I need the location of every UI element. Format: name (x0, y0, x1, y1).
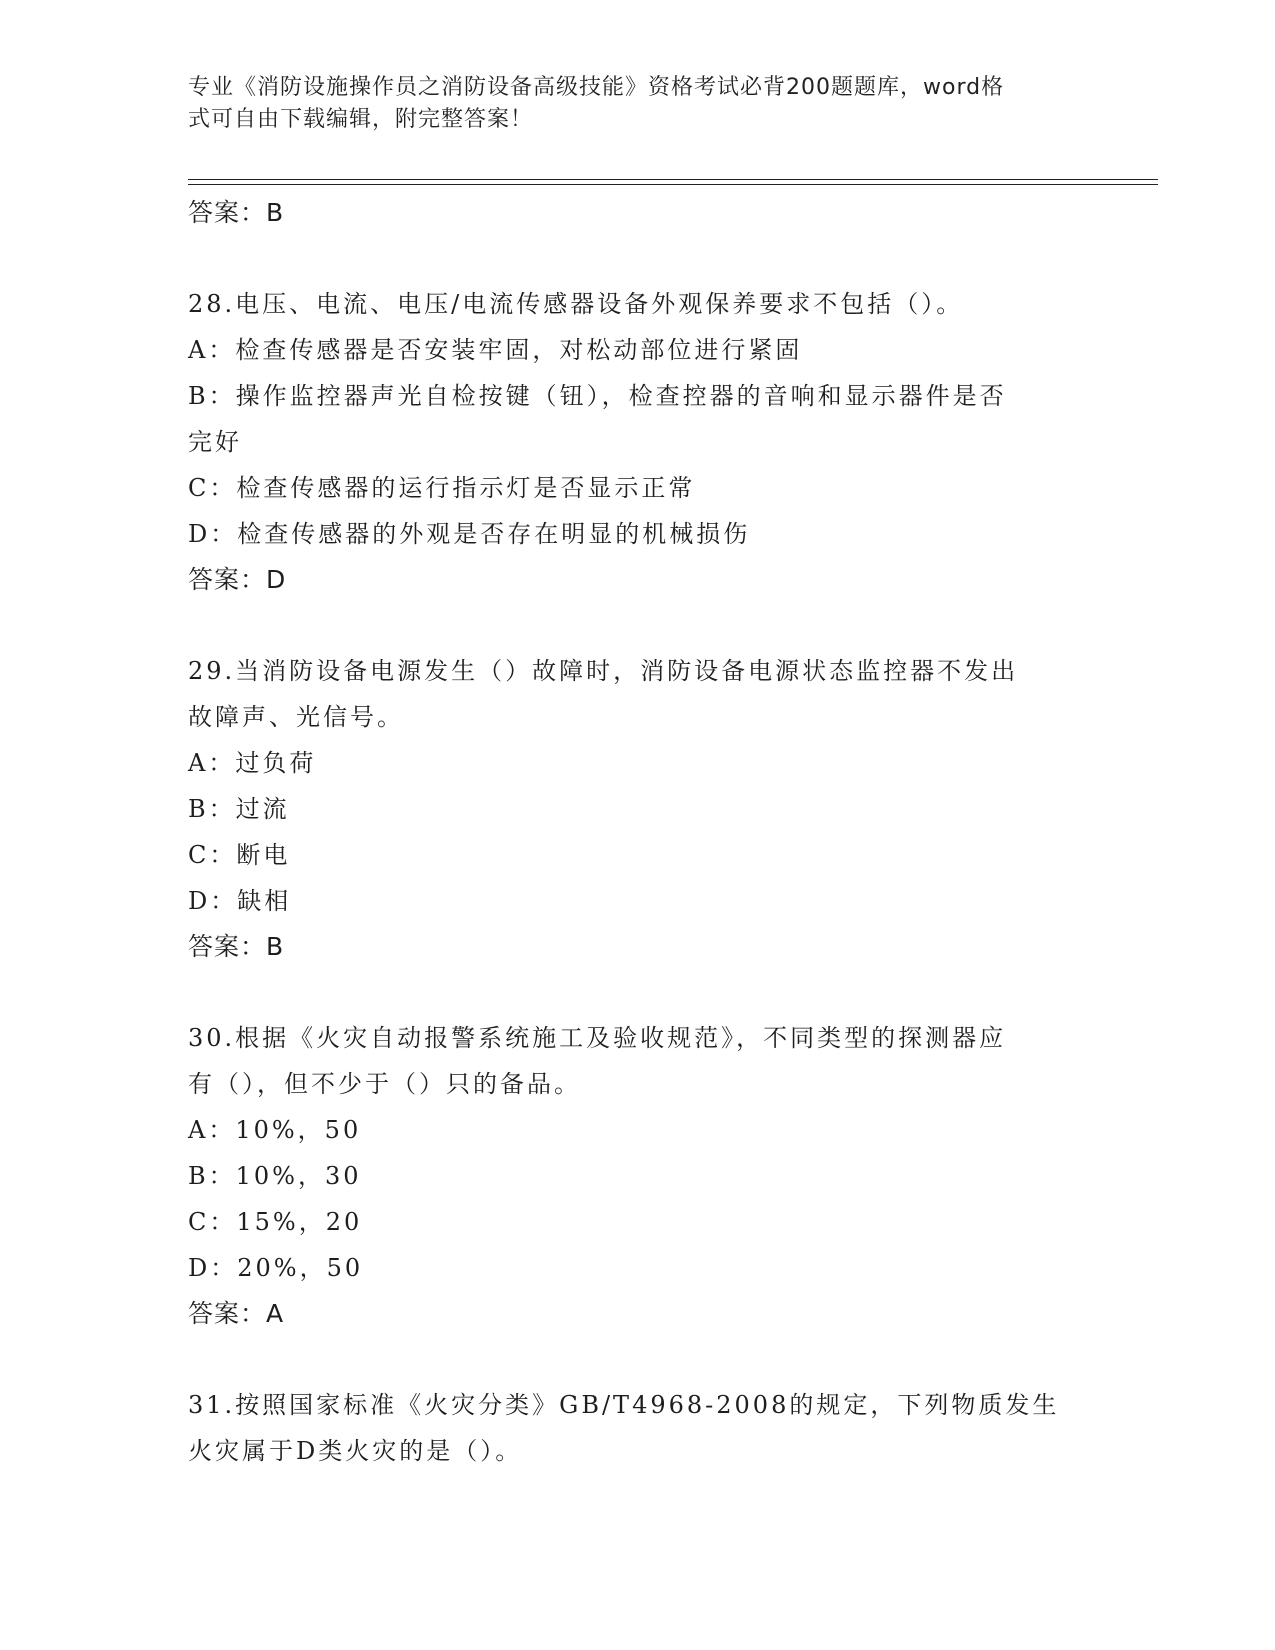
option-d: D：缺相 (188, 887, 292, 915)
question-stem: 29.当消防设备电源发生（）故障时，消防设备电源状态监控器不发出 (188, 657, 1019, 685)
header-divider-bottom (188, 184, 1158, 185)
option-a: A：10%，50 (188, 1116, 362, 1144)
header-line-2: 式可自由下载编辑，附完整答案！ (188, 107, 534, 132)
answer-label: 答案：D (188, 565, 287, 594)
option-c: C：检查传感器的运行指示灯是否显示正常 (188, 474, 696, 502)
header-divider-top (188, 179, 1158, 180)
previous-answer: 答案：B (188, 198, 285, 227)
question-stem: 28.电压、电流、电压/电流传感器设备外观保养要求不包括（）。 (188, 290, 964, 318)
option-c: C：15%，20 (188, 1208, 363, 1236)
answer-label: 答案：B (188, 932, 285, 961)
question-stem: 30.根据《火灾自动报警系统施工及验收规范》，不同类型的探测器应 (188, 1024, 1007, 1052)
option-d: D：20%，50 (188, 1254, 364, 1282)
option-c: C：断电 (188, 841, 291, 869)
option-d: D：检查传感器的外观是否存在明显的机械损伤 (188, 520, 751, 548)
option-a: A：过负荷 (188, 749, 317, 777)
answer-label: 答案：A (188, 1299, 285, 1328)
option-a: A：检查传感器是否安装牢固，对松动部位进行紧固 (188, 336, 803, 364)
question-block-29 (188, 648, 1088, 970)
option-b: B：10%，30 (188, 1162, 362, 1190)
question-block-31 (188, 1382, 1088, 1474)
question-stem-continued: 火灾属于D类火灾的是（）。 (188, 1437, 523, 1465)
question-stem-continued: 故障声、光信号。 (188, 703, 404, 731)
document-header (188, 72, 1088, 136)
question-block-28 (188, 281, 1088, 603)
option-b-continued: 完好 (188, 428, 242, 456)
option-b: B：操作监控器声光自检按键（钮），检查控器的音响和显示器件是否 (188, 382, 1007, 410)
header-line-1: 专业《消防设施操作员之消防设备高级技能》资格考试必背200题题库，word格 (188, 75, 1005, 100)
question-stem: 31.按照国家标准《火灾分类》GB/T4968-2008的规定，下列物质发生 (188, 1391, 1060, 1419)
question-content (188, 190, 1088, 1474)
question-stem-continued: 有（），但不少于（）只的备品。 (188, 1070, 581, 1098)
question-block-30 (188, 1015, 1088, 1337)
option-b: B：过流 (188, 795, 290, 823)
